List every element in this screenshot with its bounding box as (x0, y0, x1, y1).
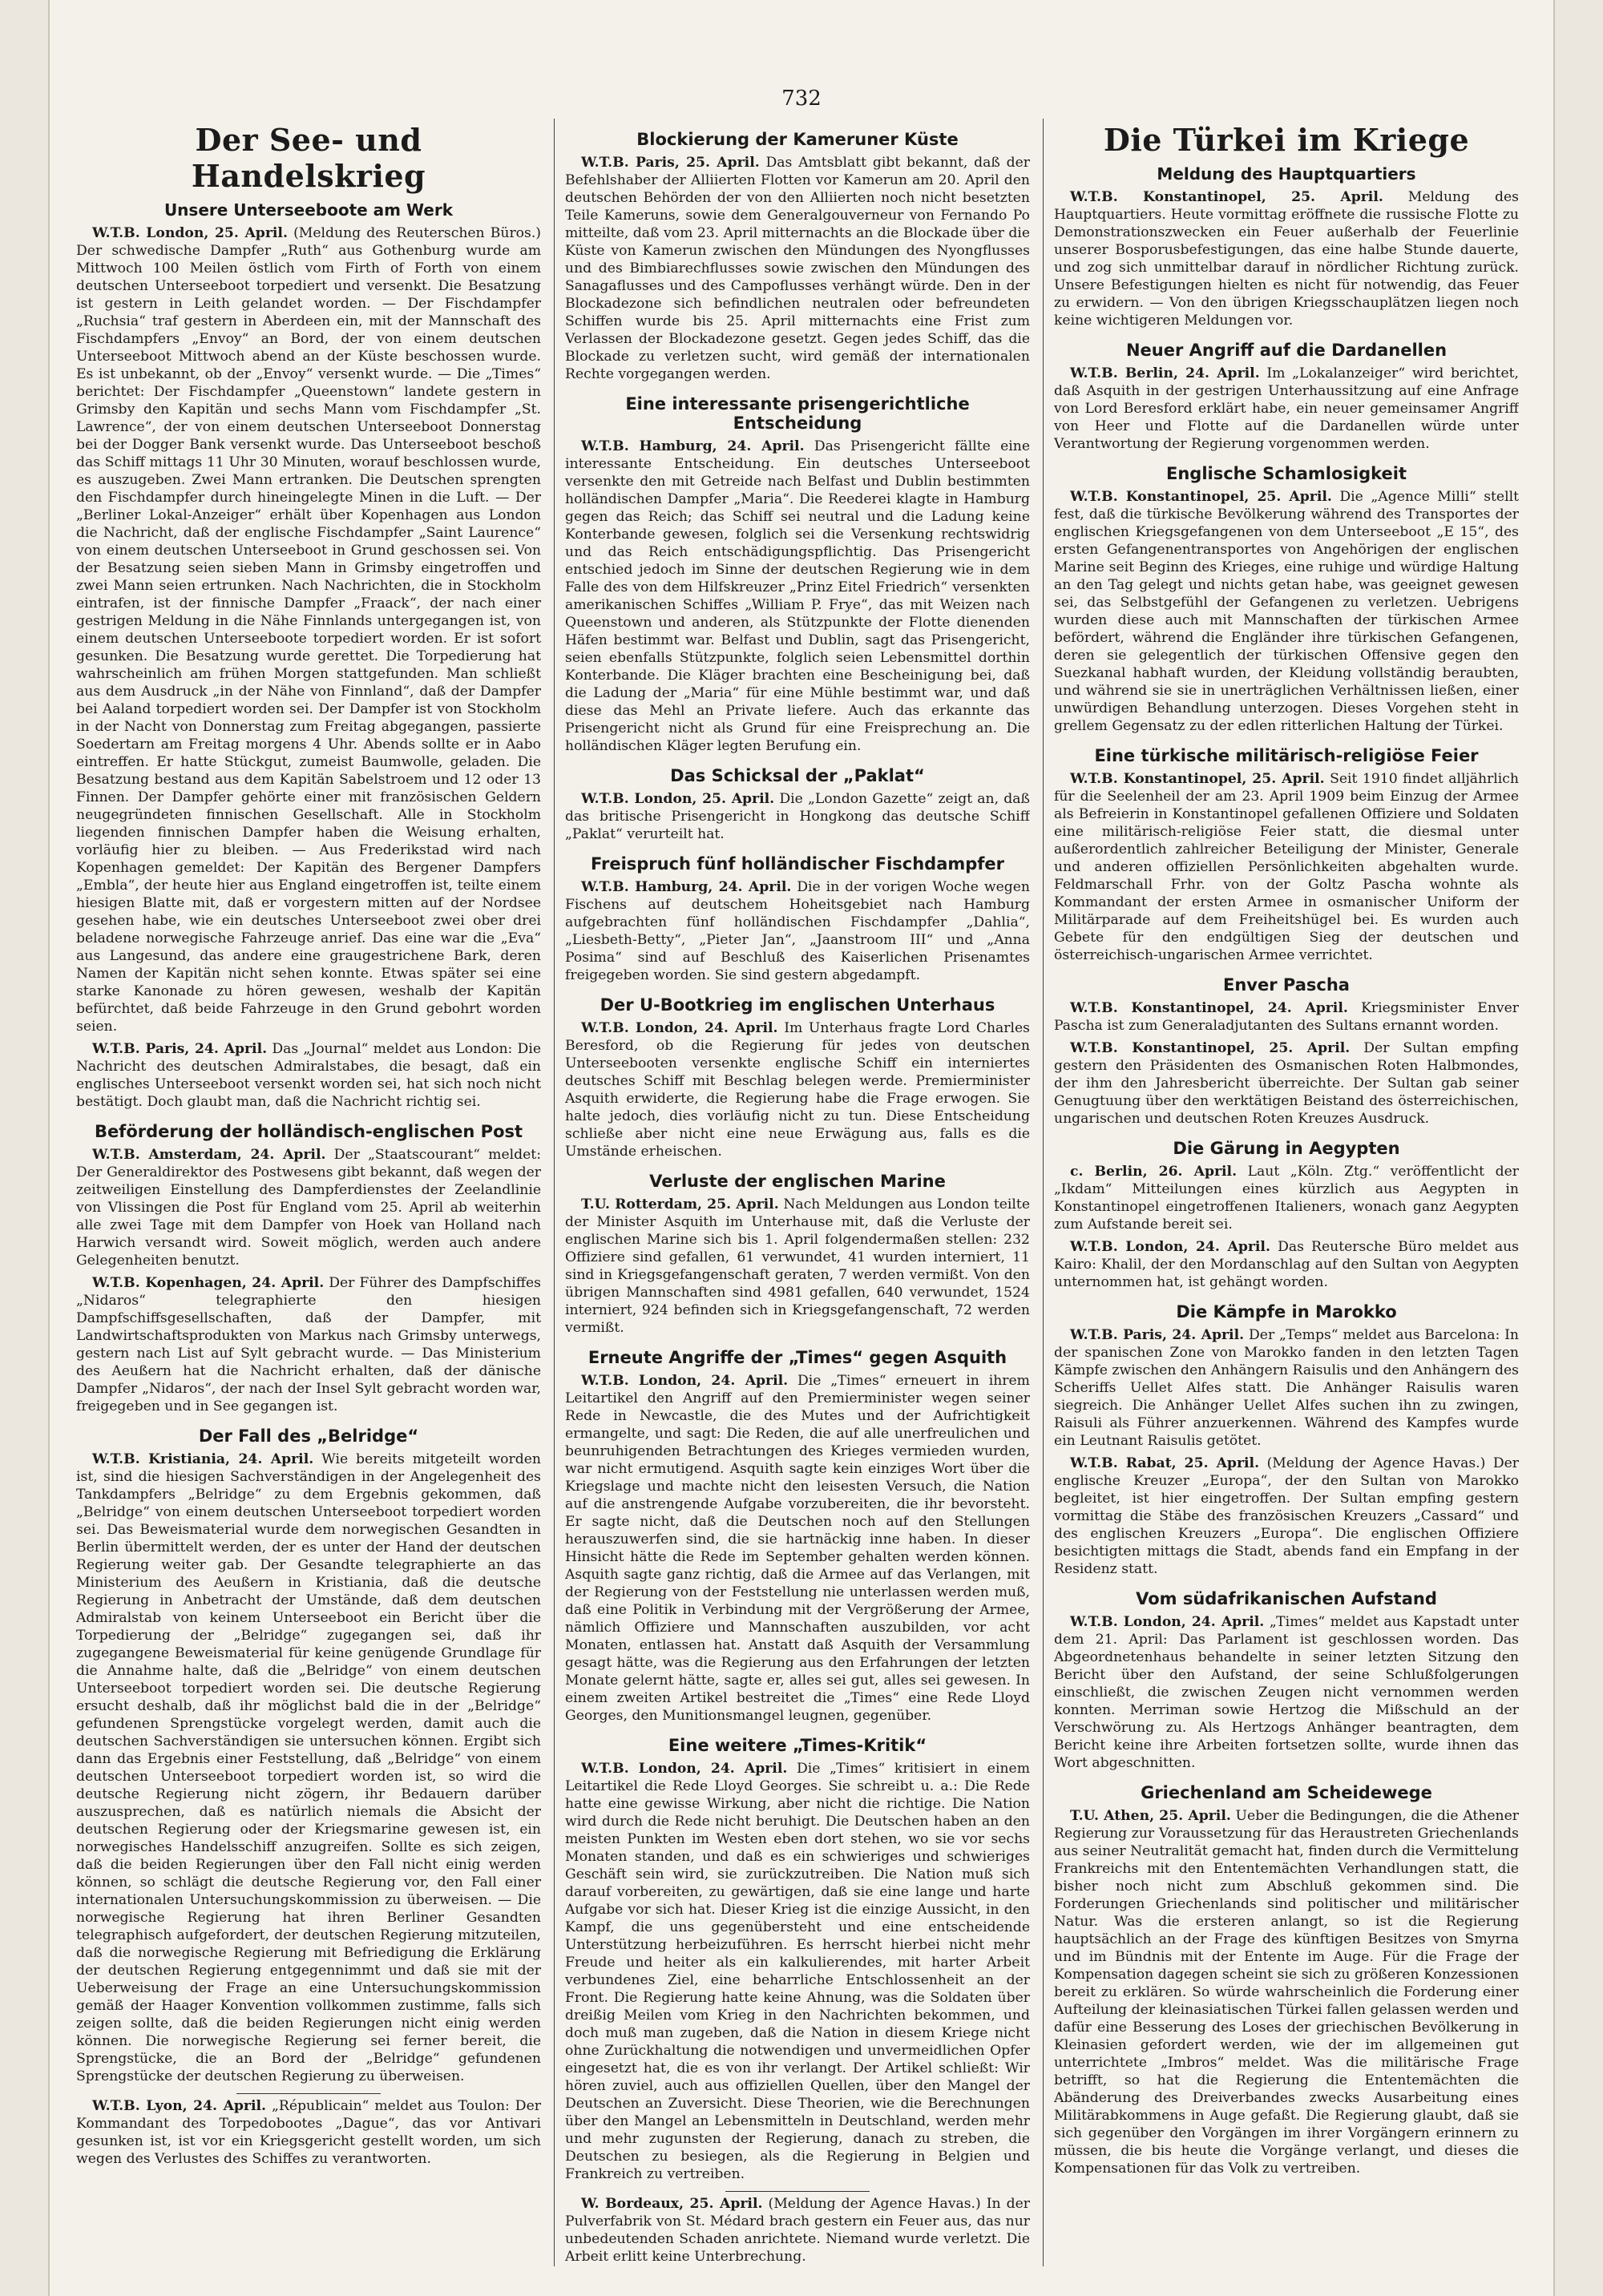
article-text: Das „Journal“ meldet aus London: Die Nachricht des deutschen Admiralstabes, die besagt, daß ein englisches Unterseeboot versenkt worden sei, hat sich noch nicht bestätigt. Doch glaubt man, daß die Nachricht richtig sei. (76, 1041, 541, 1110)
article-text: „Times“ meldet aus Kapstadt unter dem 21. April: Das Parlament ist geschlossen worden. Das Abgeordnetenhaus behandelte in seiner letzten Sitzung den Bericht über den Aufstand, der seine Schlußfolgerungen einschließt, die zwischen Zeugen nicht vernommen werden konnten. Merriman sowie Hertzog die Mißschuld an der Verschwörung zu. Als Hertzogs Anhänger beantragten, dem Bericht keine ihre Arbeiten fortsetzen sollte, wurde ihnen das Wort abgeschnitten. (1054, 1614, 1519, 1771)
article-paragraph (76, 1451, 541, 2085)
article-paragraph (1054, 188, 1519, 329)
article-text: Die „Times“ kritisiert in einem Leitartikel die Rede Lloyd Georges. Sie schreibt u. a.: Die Rede hatte eine gewisse Wirkung, aber nicht die richtige. Die Nation wird durch die Rede nicht beruhigt. Die Deutschen haben an den meisten Punkten im Westen eben dort stehen, wo sie vor sechs Monaten standen, und daß es ein schwieriges und schwieriges Geschäft sein wird, sie zurückzutreiben. Die Nation muß sich darauf vorbereiten, zu gewärtigen, daß sie eine lange und harte Aufgabe vor sich hat. Dieser Krieg ist die einzige Aussicht, in den Kampf, die uns gegenübersteht und eine entscheidende Unterstützung herbeizuführen. Es herrscht hierbei nicht mehr Freude und heiter als ein kalkulierendes, mit harter Arbeit verbundenes Ziel, eine beharrliche Entschlossenheit an der Front. Die Regierung hatte keine Ahnung, was die Soldaten über dreißig Meilen vom Krieg in den Nachrichten bekommen, und doch muß man zugeben, daß die Nation in diesem Kriege nicht ohne Zurückhaltung die notwendigen und unvermeidlichen Opfer eingesetzt hat, die es von ihr verlangt. Der Artikel schließt: Wir hören zuviel, auch aus offiziellen Quellen, über den Mangel der Deutschen an Zuversicht. Diese Theorien, wie die Berechnungen über den Mangel an Lebensmitteln in Deutschland, werden mehr und mehr zugunsten der Regierung, danach zu streben, die Deutschen zu besiegen, als die Regierung in Belgien und Frankreich zu vertreiben. (565, 1761, 1030, 2182)
subheading: Meldung des Hauptquartiers (1157, 164, 1416, 184)
subheading: Unsere Unterseeboote am Werk (164, 200, 454, 220)
dateline: W.T.B. Paris, 25. April. (581, 155, 760, 171)
article-paragraph (1054, 1807, 1519, 2177)
article-paragraph (76, 2097, 541, 2168)
column-1 (76, 119, 541, 2266)
article-text: Im „Lokalanzeiger“ wird berichtet, daß Asquith in der gestrigen Unterhaussitzung auf eine Anfrage von Lord Beresford erklärt habe, ein neuer gemeinsamer Angriff von Heer und Flotte auf die Dardanellen würde unter Verantwortung der Regierung vorgenommen werden. (1054, 365, 1519, 452)
article-paragraph (1054, 999, 1519, 1035)
article-text: Das Prisengericht fällte eine interessante Entscheidung. Ein deutsches Unterseeboot versenkte den mit Getreide nach Belfast und Dublin bestimmten holländischen Dampfer „Maria“. Die Reederei klagte in Hamburg gegen das Reich; das Schiff sei neutral und die Ladung keine Konterbande gewesen, folglich sei die Versenkung rechtswidrig und das Reich entschädigungspflichtig. Das Prisengericht entschied jedoch im Sinne der deutschen Regierung wie in dem Falle des von dem Hilfskreuzer „Prinz Eitel Friedrich“ versenkten amerikanischen Schiffes „William P. Frye“, das mit Weizen nach Queenstown und anderen, als Stützpunkte der Flotte dienenden Häfen bestimmt war. Belfast und Dublin, sagt das Prisengericht, seien ebenfalls Stützpunkte, folglich seien Lebensmittel dorthin Konterbande. Die Kläger brachten eine Bescheinigung bei, daß die Ladung der „Maria“ für eine Mühle bestimmt war, und daß diese das Mehl an Private liefere. Auch das erkannte das Prisengericht nicht als Grund für eine Freisprechung an. Die holländischen Kläger legten Berufung ein. (565, 438, 1030, 754)
article-text: (Meldung des Reuterschen Büros.) Der schwedische Dampfer „Ruth“ aus Gothenburg wurde am Mittwoch 100 Meilen östlich vom Firth of Forth von einem deutschen Unterseeboot torpediert und versenkt. Die Besatzung ist gestern in Leith gelandet worden. — Der Fischdampfer „Ruchsia“ traf gestern in Aberdeen ein, mit der Mannschaft des Fischdampfers „Envoy“ an Bord, der von einem deutschen Unterseeboot Mittwoch abend an der Küste beschossen wurde. Es ist unbekannt, ob der „Envoy“ versenkt wurde. — Die „Times“ berichtet: Der Fischdampfer „Queenstown“ landete gestern in Grimsby den Kapitän und sechs Mann vom Fischdampfer „St. Lawrence“, der von einem deutschen Unterseeboot Donnerstag bei der Dogger Bank versenkt wurde. Das Unterseeboot beschoß das Schiff mittags 11 Uhr 30 Minuten, worauf beschlossen wurde, es auszugeben. Zwei Mann ertranken. Die Deutschen sprengten den Fischdampfer durch hineingelegte Minen in die Luft. — Der „Berliner Lokal-Anzeiger“ erhält über Kopenhagen aus London die Nachricht, daß der englische Fischdampfer „Saint Laurence“ von einem deutschen Unterseeboot in Grund geschossen sei. Von der Besatzung seien sieben Mann in Grimsby eingetroffen und zwei Mann seien ertrunken. Nach Nachrichten, die in Stockholm eintrafen, ist der finnische Dampfer „Fraack“, der nach einer gestrigen Meldung in die Nähe Finnlands untergegangen ist, von einem deutschen Unterseeboote torpediert worden. Er ist sofort gesunken. Die Besatzung wurde gerettet. Die Torpedierung hat wahrscheinlich am frühen Morgen stattgefunden. Man schließt aus dem Ausdruck „in der Nähe von Finnland“, daß der Dampfer bei Aaland torpediert worden sei. Der Dampfer ist von Stockholm in der Nacht von Donnerstag zum Freitag abgegangen, passierte Soedertarn am Freitag morgens 4 Uhr. Abends sollte er in Aabo eintreffen. Er hatte Stückgut, zumeist Baumwolle, geladen. Die Besatzung bestand aus dem Kapitän Sabelstroem und 12 oder 13 Finnen. Der Dampfer gehörte einer mit französischen Geldern neugegründeten finnischen Gesellschaft. Alle in Stockholm liegenden finnischen Dampfer haben die Weisung erhalten, vorläufig hier zu bleiben. — Aus Frederikstad wird nach Kopenhagen gemeldet: Der Kapitän des Bergener Dampfers „Embla“, der heute hier aus England eingetroffen ist, teilte einem hiesigen Blatte mit, daß er vorgestern mitten auf der Nordsee gesehen habe, wie ein deutsches Unterseeboot zwei ober drei beladene norwegische Fahrzeuge anrief. Das eine war die „Eva“ aus Langesund, das andere eine graugestrichene Bark, deren Namen der Kapitän nicht sehen konnte. Etwas später sei eine starke Kanonade zu hören gewesen, weshalb der Kapitän befürchtet, daß beide Fahrzeuge in den Grund gebohrt worden seien. (76, 225, 541, 1035)
dateline: W.T.B. Hamburg, 24. April. (581, 438, 805, 454)
article-text: Das Amtsblatt gibt bekannt, daß der Befehlshaber der Alliierten Flotten vor Kamerun am 20. April den deutschen Behörden der von den Alliierten noch nicht besetzten Teile Kameruns, sowie dem Generalgouverneur von Fernando Po mitteilte, daß vom 23. April mitternachts an die Blockade über die Küste von Kamerun zwischen den Mündungen des Nyongflusses und des Bimbiarechflusses sowie zwischen den Mündungen des Sanagaflusses und des Campoflusses verhängt würde. Den in der Blockadezone sich befindlichen neutralen oder befreundeten Schiffen wurde bis 25. April mitternachts eine Frist zum Verlassen der Blockadezone gesetzt. Gegen jedes Schiff, das die Blockade zu verletzen sucht, wird gemäß der internationalen Rechte vorgegangen werden. (565, 155, 1030, 382)
dateline: T.U. Rotterdam, 25. April. (581, 1196, 779, 1213)
headline-tuerkei-im-kriege: Die Türkei im Kriege (1103, 122, 1470, 158)
article-text: (Meldung der Agence Havas.) Der englische Kreuzer „Europa“, der den Sultan von Marokko begleitet, ist hier eingetroffen. Der Sultan empfing gestern vormittag die Stäbe des französischen Kreuzers „Cassard“ und des englischen Kreuzers „Europa“. Die englischen Offiziere besichtigten mittags die Stadt, abends fand ein Empfang in der Residenz statt. (1054, 1455, 1519, 1577)
article-text: Im Unterhaus fragte Lord Charles Beresford, ob die Regierung für jedes von deutschen Unterseebooten versenkte englische Schiff ein interniertes deutsches Schiff mit Beschlag belegen werde. Premierminister Asquith erwiderte, die Regierung habe die Frage erwogen. Sie halte jedoch, dies vorläufig nicht zu tun. Diese Entscheidung schließe aber nicht eine neue Erwägung aus, falls es die Umstände erheischen. (565, 1020, 1030, 1160)
article-paragraph (76, 1274, 541, 1415)
article-paragraph (565, 790, 1030, 843)
article-text: Der Sultan empfing gestern den Präsidenten des Osmanischen Roten Halbmondes, der ihm den Jahresbericht überreichte. Der Sultan gab seiner Genugtuung über den werktätigen Beistand des österreichischen, ungarischen und deutschen Roten Kreuzes Ausdruck. (1054, 1040, 1519, 1127)
section-heading: Die Gärung in Aegypten (1173, 1139, 1400, 1158)
section-heading: Neuer Angriff auf die Dardanellen (1125, 341, 1448, 360)
article-paragraph (565, 1196, 1030, 1337)
article-paragraph (565, 154, 1030, 383)
article-text: Der „Temps“ meldet aus Barcelona: In der spanischen Zone von Marokko fanden in den letzten Tagen Kämpfe zwischen den Anhängern Raisulis und den Anhängern des Scheriffs Uellet Alfes statt. Die Anhänger Raisulis waren siegreich. Die Anhänger Uellet Alfes suchen ihn zu zwingen, Raisuli als Führer anzuerkennen. Während des Kampfes wurde ein Leutnant Raisulis getötet. (1054, 1327, 1519, 1449)
section-heading: Enver Pascha (1223, 975, 1350, 995)
headline-see-und-handelskrieg: Der See- und Handelskrieg (191, 122, 426, 194)
dateline: W.T.B. London, 24. April. (1070, 1239, 1270, 1255)
article-paragraph (76, 1040, 541, 1111)
section-heading: Beförderung der holländisch-englischen Post (94, 1122, 523, 1141)
column-3 (1054, 119, 1519, 2266)
section-heading: Eine weitere „Times-Kritik“ (668, 1736, 927, 1755)
dateline: W.T.B. Konstantinopel, 25. April. (1070, 771, 1325, 787)
article-paragraph (1054, 1326, 1519, 1450)
article-paragraph (565, 438, 1030, 755)
article-text: Ueber die Bedingungen, die die Athener Regierung zur Voraussetzung für das Heraustreten Griechenlands aus seiner Neutralität gemacht hat, finden durch die Vermittelung Frankreichs mit den Ententemächten Verhandlungen statt, die bisher noch nicht zum Abschluß gekommen sind. Die Forderungen Griechenlands sind politischer und militärischer Natur. Was die ersteren anlangt, so ist die Regierung hauptsächlich an der Frage des künftigen Besitzes von Smyrna und im Bündnis mit der Entente im Auge. Für die Frage der Kompensation dagegen scheint sie sich zu größeren Konzessionen bereit zu erklären. So würde wahrscheinlich die Forderung einer Aufteilung der kleinasiatischen Türkei fallen gelassen werden und dafür eine Besserung des Loses der griechischen Bevölkerung in Kleinasien gefordert werden, wie der im allgemeinen gut unterrichtete „Imbros“ meldet. Was die militärische Frage betrifft, so hat die Regierung die Ententemächten die Abänderung des Dreiverbandes zwecks Ausarbeitung eines Militärabkommens in Auge gefaßt. Die Regierung glaubt, daß sie sich gegenüber den Vorgängen im ihrer Vorgängern erinnern zu müssen, die bis heute die Vorgänge verlangt, und dieses die Kompensationen für das Volk zu vertreiben. (1054, 1808, 1519, 2177)
article-text: „Républicain“ meldet aus Toulon: Der Kommandant des Torpedobootes „Dague“, das vor Antivari gesunken ist, ist vor ein Kriegsgericht gestellt worden, um sich wegen des Verlustes des Schiffes zu verantworten. (76, 2098, 541, 2167)
dateline: W.T.B. Konstantinopel, 25. April. (1070, 189, 1383, 205)
column-rule (554, 119, 555, 2266)
dateline: W.T.B. Kopenhagen, 24. April. (92, 1275, 325, 1291)
column-rule (1043, 119, 1044, 2266)
article-text: Der Führer des Dampfschiffes „Nidaros“ telegraphierte den hiesigen Dampfschiffsgesellschaften, daß der Dampfer, mit Landwirtschaftsprodukten von Markus nach Grimsby unterwegs, gestern nach List auf Sylt gebracht wurde. — Das Ministerium des Aeußern hat die Nachricht erhalten, daß der dänische Dampfer „Nidaros“, der nach der Insel Sylt gebracht worden war, freigegeben und in See gegangen ist. (76, 1275, 541, 1414)
dateline: W.T.B. London, 25. April. (581, 791, 775, 807)
article-text: Das Reutersche Büro meldet aus Kairo: Khalil, der den Mordanschlag auf den Sultan von Aegypten unternommen hat, ist gehängt worden. (1054, 1239, 1519, 1290)
dateline: W.T.B. London, 25. April. (92, 225, 288, 241)
article-text: Die in der vorigen Woche wegen Fischens auf deutschem Hoheitsgebiet nach Hamburg aufgebrachten fünf holländischen Fischdampfer „Dahlia“, „Liesbeth-Betty“, „Pieter Jan“, „Jaanstroom III“ und „Anna Posima“ sind auf Beschluß des Kaiserlichen Prisenamtes freigegeben worden. Sie sind gestern abgedampft. (565, 879, 1030, 983)
dateline: W.T.B. Kristiania, 24. April. (92, 1451, 314, 1467)
article-paragraph (1054, 488, 1519, 735)
article-paragraph (1054, 770, 1519, 964)
dateline: W.T.B. Amsterdam, 24. April. (92, 1147, 326, 1163)
dateline: W.T.B. Rabat, 25. April. (1070, 1455, 1260, 1471)
dateline: W.T.B. Paris, 24. April. (92, 1041, 268, 1057)
article-text: Laut „Köln. Ztg.“ veröffentlicht der „Ikdam“ Mitteilungen eines kürzlich aus Aegypten in Konstantinopel eingetroffenen Italieners, wonach ganz Aegypten zum Aufstande bereit sei. (1054, 1164, 1519, 1233)
adjacent-page-right-edge (1553, 0, 1603, 2296)
article-paragraph (76, 1146, 541, 1269)
section-heading: Erneute Angriffe der „Times“ gegen Asquith (587, 1348, 1007, 1367)
article-paragraph (1054, 1238, 1519, 1291)
section-heading: Der Fall des „Belridge“ (198, 1426, 419, 1446)
article-text: Wie bereits mitgeteilt worden ist, sind die hiesigen Sachverständigen in der Angelegenheit des Tankdampfers „Belridge“ zu dem Ergebnis gekommen, daß „Belridge“ von einem deutschen Unterseeboot torpediert worden sei. Das Beweismaterial wurde dem norwegischen Gesandten in Berlin übermittelt werden, der es unter der Hand der deutschen Regierung weiter gab. Der Gesandte telegraphierte an das Ministerium des Aeußern in Kristiania, daß die deutsche Regierung in Anbetracht der Umstände, daß dem deutschen Admiralstab von keinem Unterseeboot ein Bericht über die Torpedierung der „Belridge“ zugegangen sei, daß ihr zugegangene Beweismaterial für keine genügende Grundlage für die Annahme halte, daß die „Belridge“ von einem deutschen Unterseeboot torpediert worden sei. Die deutsche Regierung ersucht deshalb, daß ihr möglichst bald die in der „Belridge“ gefundenen Sprengstücke vorgelegt werden, damit auch die deutschen Sachverständigen sie untersuchen können. Ergibt sich dann das Ergebnis einer Feststellung, daß „Belridge“ von einem deutschen Unterseeboot torpediert worden ist, so wird die deutsche Regierung nicht zögern, ihr Bedauern darüber auszusprechen, daß es natürlich niemals die Absicht der deutschen Regierung oder der Kriegsmarine gewesen ist, ein norwegisches Handelsschiff anzugreifen. Sollte es sich zeigen, daß die beiden Regierungen über den Fall nicht einig werden können, so schlägt die deutsche Regierung vor, den Fall einer internationalen Untersuchungskommission zu überweisen. — Die norwegische Regierung hat ihren Berliner Gesandten telegraphisch aufgefordert, der deutschen Regierung mitzuteilen, daß die norwegische Regierung mit Befriedigung die Erklärung der deutschen Regierung entgegennimmt und daß sie mit der Ueberweisung der Frage an eine Untersuchungskommission gemäß der Haager Konvention vollkommen zustimme, falls sich zeigen sollte, daß die beiden Regierungen nicht einig werden können. Die norwegische Regierung sei ferner bereit, die Sprengstücke, die an Bord der „Belridge“ gefundenen Sprengstücke der deutschen Regierung zu überweisen. (76, 1451, 541, 2084)
article-text: Der „Staatscourant“ meldet: Der Generaldirektor des Postwesens gibt bekannt, daß wegen der zeitweiligen Einstellung des Dampferdienstes der Zeelandlinie von Vlissingen die Post für England vom 25. April ab weiterhin alle zwei Tage mit dem Dampfer von Hoek van Holland nach Harwich versandt wird. Soweit möglich, werden auch andere Gelegenheiten benutzt. (76, 1147, 541, 1269)
section-heading: Das Schicksal der „Paklat“ (670, 766, 925, 785)
column-2 (565, 119, 1030, 2266)
article-paragraph (1054, 1039, 1519, 1128)
article-paragraph (565, 1019, 1030, 1160)
article-text: (Meldung der Agence Havas.) In der Pulverfabrik von St. Médard brach gestern ein Feuer aus, das nur unbedeutenden Schaden anrichtete. Niemand wurde verletzt. Die Arbeit erlitt keine Unterbrechung. (565, 2196, 1030, 2265)
article-text: Die „Times“ erneuert in ihrem Leitartikel den Angriff auf den Premierminister wegen seiner Rede in Newcastle, die des Mutes und der Aufrichtigkeit ermangelte, und sagt: Die Reden, die auf alle unerfreulichen und beunruhigenden Betrachtungen des Krieges vermieden wurden, war nicht ermutigend. Asquith sagte kein einziges Wort über die Kriegslage und machte nicht den leisesten Versuch, die Nation auf die anstrengende Aufgabe vorzubereiten, die ihr bevorsteht. Er sagte nicht, daß die Deutschen noch auf den Stellungen herauszuwerfen sind, die sie hartnäckig inne haben. In dieser Hinsicht hätte die Rede im September gehalten werden können. Asquith sagte ganz richtig, daß die Armee auf das Verlangen, mit der Regierung von der Feststellung nie unterlassen werden muß, daß eine Politik in Verbindung mit der Vergrößerung der Armee, nämlich Offiziere und Mannschaften auszubilden, vor acht Monaten, entlassen hat. Anstatt daß Asquith der Versammlung gesagt hätte, was die Regierung aus den Erfahrungen der letzten Monate gelernt hätte, sagte er, alles sei gut, alles sei gewesen. In einem zweiten Artikel bestreitet die „Times“ eine Rede Lloyd Georges, den Munitionsmangel leugnen, gegenüber. (565, 1373, 1030, 1724)
article-text: Meldung des Hauptquartiers. Heute vormittag eröffnete die russische Flotte zu Demonstrationszwecken ein Feuer außerhalb der Feuerlinie unserer Bosporusbefestigungen, das eine halbe Stunde dauerte, und zog sich unmittelbar darauf in nördlicher Richtung zurück. Unsere Befestigungen hielten es nicht für notwendig, das Feuer zu erwidern. — Von den übrigen Kriegsschauplätzen liegen noch keine wichtigeren Meldungen vor. (1054, 189, 1519, 329)
section-heading: Der U-Bootkrieg im englischen Unterhaus (600, 995, 995, 1015)
dateline: W.T.B. Hamburg, 24. April. (581, 879, 792, 895)
dateline: W.T.B. London, 24. April. (581, 1761, 788, 1777)
article-paragraph (1054, 1163, 1519, 1233)
adjacent-page-left-edge (0, 0, 50, 2296)
page-number: 732 (781, 87, 822, 111)
article-text: Die „London Gazette“ zeigt an, daß das britische Prisengericht in Hongkong das deutsche Schiff „Paklat“ verurteilt hat. (565, 791, 1030, 842)
section-heading: Griechenland am Scheidewege (1141, 1783, 1432, 1802)
article-paragraph (1054, 1613, 1519, 1772)
separator-line (236, 2093, 381, 2094)
article-paragraph (1054, 1455, 1519, 1578)
section-heading: Eine interessante prisengerichtliche Entscheidung (625, 394, 970, 433)
section-heading: Vom südafrikanischen Aufstand (1136, 1589, 1437, 1608)
newspaper-page (76, 88, 1527, 2268)
dateline: W. Bordeaux, 25. April. (581, 2196, 763, 2212)
dateline: W.T.B. Lyon, 24. April. (92, 2098, 267, 2114)
dateline: W.T.B. Konstantinopel, 25. April. (1070, 489, 1332, 505)
dateline: W.T.B. London, 24. April. (1070, 1614, 1265, 1630)
article-paragraph (565, 2195, 1030, 2266)
article-text: Die „Agence Milli“ stellt fest, daß die türkische Bevölkerung während des Transportes der englischen Kriegsgefangenen von dem Unterseeboot „E 15“, des ersten Gefangenentransportes von Angehörigen der englischen Marine seit Beginn des Krieges, eine ruhige und würdige Haltung an den Tag gelegt und nichts getan habe, was geeignet gewesen sei, das Selbstgefühl der Gefangenen zu verletzen. Uebrigens wurden diese auch mit Mannschaften der türkischen Armee befördert, während die Engländer ihre türkischen Gefangenen, deren sie gelegentlich der türkischen Offensive gegen den Suezkanal habhaft wurden, der Kleidung vollständig beraubten, und während sie sie in unerträglichen Verhältnissen ließen, einer unwürdigen Behandlung unterzogen. Dieses Vorgehen steht in grellem Gegensatz zu der edlen ritterlichen Haltung der Türkei. (1054, 489, 1519, 734)
dateline: W.T.B. Konstantinopel, 24. April. (1070, 1000, 1348, 1016)
section-heading: Eine türkische militärisch-religiöse Feier (1094, 746, 1479, 765)
section-heading: Englische Schamlosigkeit (1166, 464, 1407, 483)
article-paragraph (76, 224, 541, 1035)
dateline: W.T.B. London, 24. April. (581, 1020, 778, 1036)
dateline: W.T.B. London, 24. April. (581, 1373, 789, 1389)
separator-line (725, 2191, 870, 2192)
article-paragraph (565, 1372, 1030, 1725)
section-heading: Blockierung der Kameruner Küste (636, 130, 959, 149)
article-text: Seit 1910 findet alljährlich für die Seelenheil der am 23. April 1909 beim Einzug der Armee als Befreierin in Konstantinopel gefallenen Offiziere und Soldaten eine militärisch-religiöse Feier statt, die diesmal unter außerordentlich zahlreicher Beteiligung der Minister, Generale und anderen offiziellen Persönlichkeiten abgehalten wurde. Feldmarschall Frhr. von der Goltz Pascha wohnte als Kommandant der ersten Armee in osmanischer Uniform der Militärparade auf dem Freiheitshügel bei. Es wurden auch Gebete für den endgültigen Sieg der deutschen und österreichisch-ungarischen Armee verrichtet. (1054, 771, 1519, 963)
article-text: Kriegsminister Enver Pascha ist zum Generaladjutanten des Sultans ernannt worden. (1054, 1000, 1519, 1034)
dateline: W.T.B. Paris, 24. April. (1070, 1327, 1245, 1343)
dateline: W.T.B. Berlin, 24. April. (1070, 365, 1260, 381)
article-paragraph (1054, 365, 1519, 453)
section-heading: Verluste der englischen Marine (649, 1172, 946, 1191)
dateline: W.T.B. Konstantinopel, 25. April. (1070, 1040, 1351, 1056)
article-text: Nach Meldungen aus London teilte der Minister Asquith im Unterhause mit, daß die Verluste der englischen Marine sich bis 1. April folgendermaßen stellen: 232 Offiziere sind gefallen, 61 verwundet, 41 wurden interniert, 11 sind in Kriegsgefangenschaft geraten, 7 werden vermißt. Von den übrigen Mannschaften sind 4981 gefallen, 640 verwundet, 1524 interniert, 924 befinden sich in Kriegsgefangenschaft, 72 werden vermißt. (565, 1196, 1030, 1336)
dateline: T.U. Athen, 25. April. (1070, 1808, 1231, 1824)
section-heading: Freispruch fünf holländischer Fischdampfer (590, 854, 1005, 874)
article-paragraph (565, 878, 1030, 984)
dateline: c. Berlin, 26. April. (1070, 1164, 1238, 1180)
section-heading: Die Kämpfe in Marokko (1176, 1302, 1397, 1322)
article-paragraph (565, 1760, 1030, 2183)
